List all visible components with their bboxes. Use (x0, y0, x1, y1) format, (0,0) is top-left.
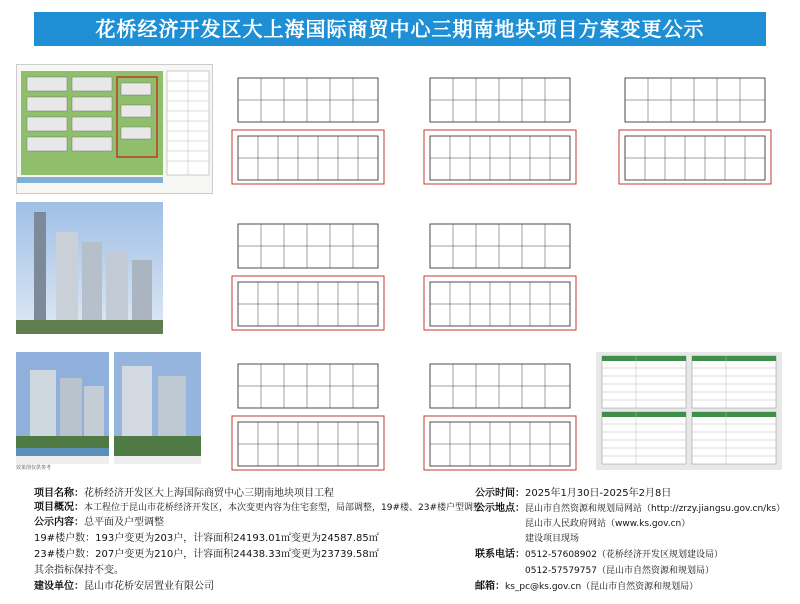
floor-plan-sheet (218, 66, 398, 188)
tower-rendering (16, 202, 163, 334)
publicity-content: 公示内容：总平面及户型调整 (34, 517, 164, 528)
floor-plan-sheet (218, 212, 398, 334)
floor-plan-sheet (605, 66, 785, 188)
rendering-caption: 效果图仅供参考 (16, 465, 52, 471)
site-plan-drawing (17, 65, 212, 193)
contact-phone: 联系电话：0512-57608902（花桥经济开发区规划建设局） (475, 549, 723, 560)
building-19-change: 19#楼户数：193户变更为203户，计容面积24193.01㎡变更为24587.85㎡ (34, 533, 379, 544)
building-23-change: 23#楼户数：207户变更为210户，计容面积24438.33㎡变更为23739.58㎡ (34, 549, 379, 560)
publicity-place-2: 昆山市人民政府网站（www.ks.gov.cn） (525, 519, 691, 529)
floor-plan-sheet (410, 66, 590, 188)
project-name: 项目名称：花桥经济开发区大上海国际商贸中心三期南地块项目工程 (34, 488, 334, 499)
statistics-tables-drawing (596, 352, 782, 470)
street-rendering-left (16, 352, 109, 464)
street-rendering-right-image (114, 352, 201, 464)
page-title: 花桥经济开发区大上海国际商贸中心三期南地块项目方案变更公示 (34, 12, 766, 46)
contact-email: 邮箱：ks_pc@ks.gov.cn（昆山市自然资源和规划局） (475, 581, 699, 592)
floor-plan-sheet (410, 352, 590, 474)
construction-unit: 建设单位：昆山市花桥安居置业有限公司 (34, 581, 214, 592)
publicity-time: 公示时间：2025年1月30日-2025年2月8日 (475, 488, 672, 499)
project-overview: 项目概况：本工程位于昆山市花桥经济开发区，本次变更内容为住宅套型，局部调整，19#楼、23#楼户型调整 (34, 502, 482, 513)
contact-phone-2: 0512-57579757（昆山市自然资源和规划局） (525, 566, 714, 576)
street-rendering-right (114, 352, 201, 464)
street-rendering-left-image (16, 352, 109, 464)
publicity-place: 公示地点：昆山市自然资源和规划局网站（http://zrzy.jiangsu.gov.cn/ks） (475, 503, 786, 514)
floor-plan-sheet (410, 212, 590, 334)
publicity-place-3: 建设项目现场 (525, 534, 580, 544)
other-indicators: 其余指标保持不变。 (34, 565, 124, 576)
statistics-tables (596, 352, 782, 470)
floor-plan-sheet (218, 352, 398, 474)
tower-rendering-image (16, 202, 163, 334)
site-plan (16, 64, 213, 194)
